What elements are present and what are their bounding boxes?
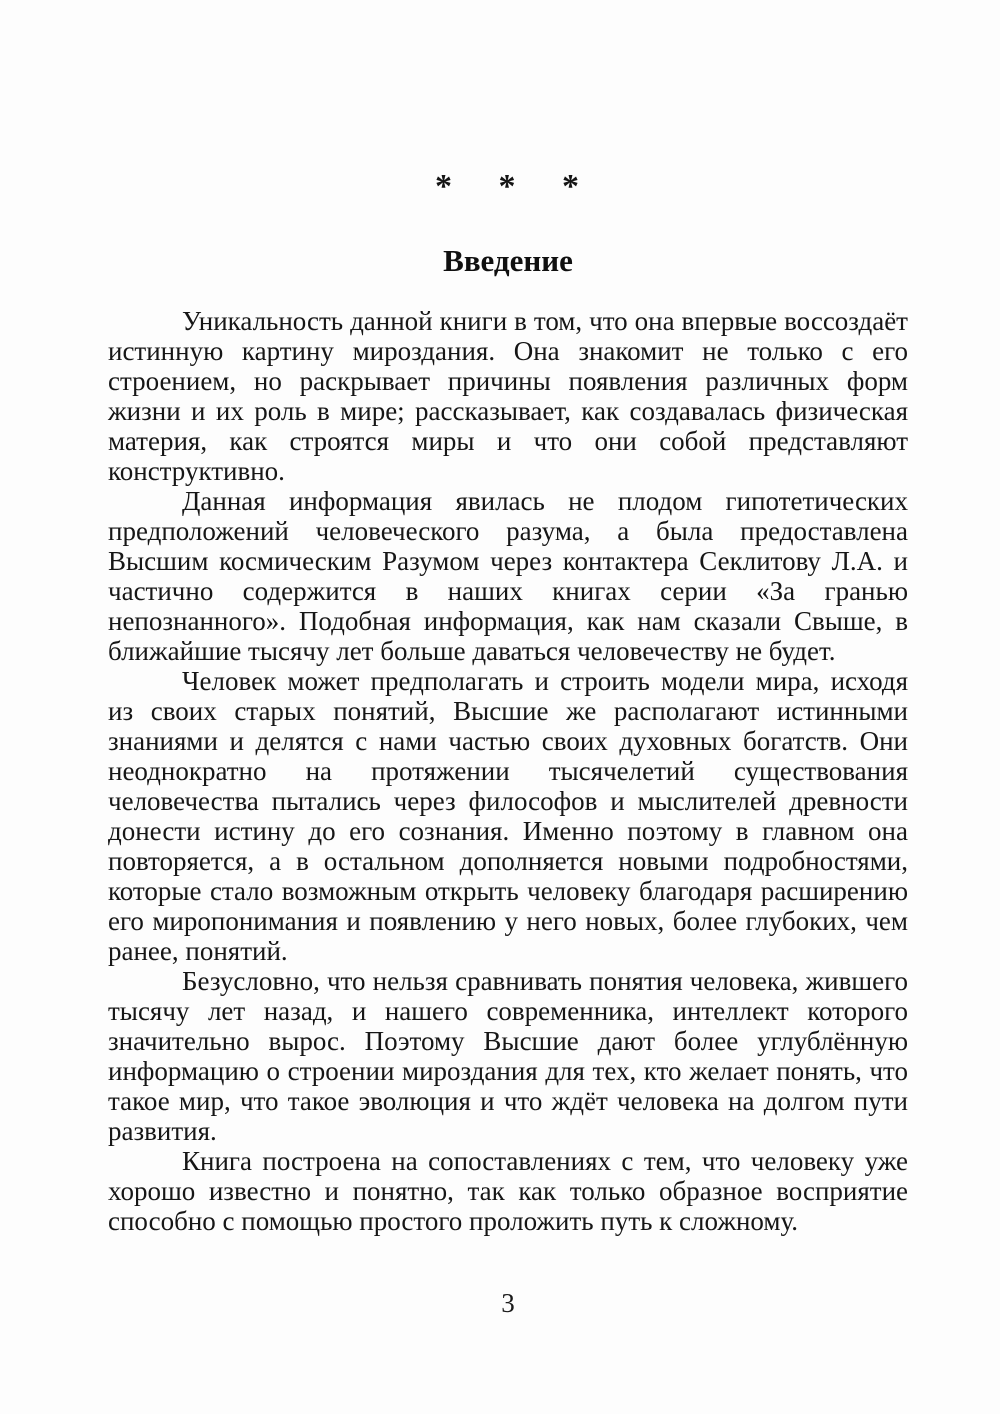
paragraph-2: Данная информация явилась не плодом гипотетических предположений человеческого разума, а была предоставлена Высшим космическим Разумом через контактера Секлитову Л.А. и частично содержится в наших книгах серии «За гранью непознанного». Подобная информация, как нам сказали Свыше, в ближайшие тысячу лет больше даваться человечеству не будет. [108, 486, 908, 666]
paragraph-3: Человек может предполагать и строить модели мира, исходя из своих старых понятий, Высшие же располагают истинными знаниями и делятся с нами частью своих духовных богатств. Они неоднократно на протяжении тысячелетий существования человечества пытались через философов и мыслителей древности донести истину до его сознания. Именно поэтому в главном она повторяется, а в остальном дополняется новыми подробностями, которые стало возможным открыть человеку благодаря расширению его миропонимания и появлению у него новых, более глубоких, чем ранее, понятий. [108, 666, 908, 966]
paragraph-5: Книга построена на сопоставлениях с тем, что человеку уже хорошо известно и понятно, так как только образное восприятие способно с помощью простого проложить путь к сложному. [108, 1146, 908, 1236]
chapter-heading: Введение [443, 243, 573, 278]
section-divider-stars: * * * [435, 168, 581, 205]
body-text [108, 306, 908, 1236]
paragraph-1: Уникальность данной книги в том, что она впервые воссоздаёт истинную картину мироздания. Она знакомит не только с его строением, но раскрывает причины появления различных форм жизни и их роль в мире; рассказывает, как создавалась физическая материя, как строятся миры и что они собой представляют конструктивно. [108, 306, 908, 486]
page-number: 3 [501, 1288, 515, 1318]
paragraph-4: Безусловно, что нельзя сравнивать понятия человека, жившего тысячу лет назад, и нашего современника, интеллект которого значительно вырос. Поэтому Высшие дают более углублённую информацию о строении мироздания для тех, кто желает понять, что такое мир, что такое эволюция и что ждёт человека на долгом пути развития. [108, 966, 908, 1146]
